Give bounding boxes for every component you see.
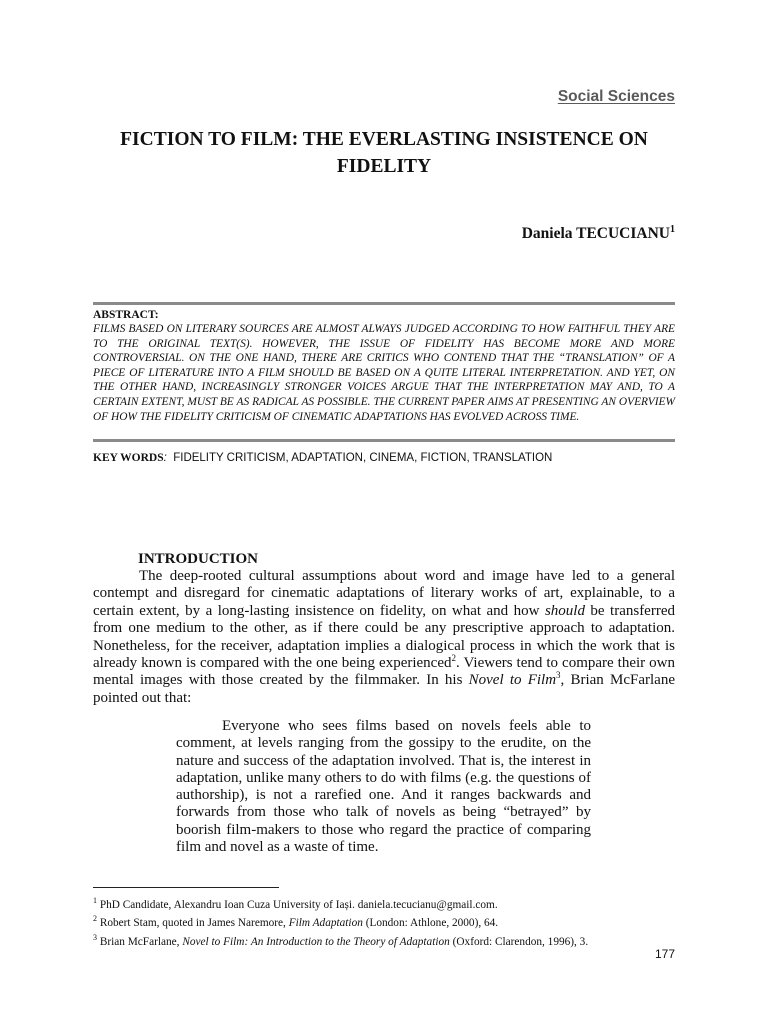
keywords-line	[93, 452, 675, 464]
footnote-3	[93, 931, 675, 949]
intro-emphasis-should: should	[544, 602, 585, 619]
block-quote	[176, 718, 591, 856]
keywords-text: FIDELITY CRITICISM, ADAPTATION, CINEMA, FICTION, TRANSLATION	[173, 452, 553, 464]
footnote-text-end: (Oxford: Clarendon, 1996), 3.	[449, 935, 589, 948]
footnote-number: 2	[93, 914, 97, 924]
footnote-text: Robert Stam, quoted in James Naremore,	[99, 917, 289, 930]
intro-text-2: be transferred from one medium to the other, as if there could be any prescriptive approach to adaptation. Nonetheless, for the receiver, adaptation implies a dialogical process in which the work that is already known is compared with the one being experienced	[93, 602, 675, 672]
introduction-paragraph	[93, 568, 675, 707]
author-name-text: Daniela TECUCIANU	[521, 225, 670, 243]
abstract-label: ABSTRACT:	[93, 309, 159, 321]
footnote-1	[93, 894, 675, 912]
quote-text-2: ” by boorish film-makers to those who regard the practice of comparing film and novel as a waste of time.	[176, 804, 591, 856]
footnote-ref-3[interactable]: 3	[556, 670, 561, 681]
intro-text-3: . Viewers tend to compare their own mental images with those created by the filmmaker. In his	[93, 655, 675, 689]
intro-text-1: The deep-rooted cultural assumptions about word and image have led to a general contempt and disregard for cinematic adaptations of literary works of art, explainable, to a certain extent, by a long-lasting insistence on fidelity, on what and how	[93, 568, 675, 619]
intro-text-4: , Brian McFarlane pointed out that:	[93, 672, 675, 706]
footnote-text: Brian McFarlane,	[99, 935, 183, 948]
page-number: 177	[654, 947, 675, 961]
footnotes	[93, 894, 675, 949]
quote-word-betrayed: betrayed	[510, 804, 562, 821]
footnote-ref-2[interactable]: 2	[451, 653, 456, 664]
article-title: FICTION TO FILM: THE EVERLASTING INSISTENCE ON FIDELITY	[120, 129, 648, 177]
section-label: Social Sciences	[557, 88, 675, 105]
footnote-text: PhD Candidate, Alexandru Ioan Cuza University of Iași. daniela.tecucianu@gmail.com.	[99, 898, 498, 911]
intro-book-title: Novel to Film	[468, 672, 557, 689]
footnote-number: 1	[93, 896, 97, 905]
footnote-text-end: (London: Athlone, 2000), 64.	[362, 917, 499, 930]
introduction-heading: INTRODUCTION	[138, 551, 259, 567]
abstract-bottom-rule	[93, 439, 675, 442]
abstract-text: FILMS BASED ON LITERARY SOURCES ARE ALMOST ALWAYS JUDGED ACCORDING TO HOW FAITHFUL THEY ARE TO THE ORIGINAL TEXT(S). HOWEVER, THE ISSUE OF FIDELITY HAS BECOME MORE AND MORE CONTROVERSIAL. ON THE ONE HAND, THERE ARE CRITICS WHO CONTEND THAT THE “TRANSLATION” OF A PIECE OF LITERATURE INTO A FILM SHOULD BE BASED ON A QUITE LITERAL INTERPRETATION. AND YET, ON THE OTHER HAND, INCREASINGLY STRONGER VOICES ARGUE THAT THE INTERPRETATION MAY AND, TO A CERTAIN EXTENT, MUST BE AS RADICAL AS POSSIBLE. THE CURRENT PAPER AIMS AT PRESENTING AN OVERVIEW OF HOW THE FIDELITY CRITICISM OF CINEMATIC ADAPTATIONS HAS EVOLVED ACROSS TIME.	[93, 323, 675, 423]
footnote-2	[93, 912, 675, 930]
footnote-book-title: Film Adaptation	[288, 917, 363, 930]
author-footnote-ref[interactable]: 1	[670, 224, 675, 235]
author-name	[522, 224, 675, 243]
footnote-number: 3	[93, 932, 97, 942]
keywords-colon: :	[163, 452, 167, 464]
quote-text-1: Everyone who sees films based on novels feels able to comment, at levels ranging from the gossipy to the erudite, on the nature and success of the adaptation involved. That is, the interest in adaptation, unlike many others to do with films (e.g. the questions of authorship), is not a rarefied one. And it ranges backwards and forwards from those who talk of novels as being “	[176, 718, 591, 821]
abstract-top-rule	[93, 302, 675, 305]
footnote-book-title: Novel to Film: An Introduction to the Theory of Adaptation	[182, 935, 450, 948]
keywords-label: KEY WORDS	[93, 452, 164, 464]
footnote-separator	[93, 887, 279, 888]
